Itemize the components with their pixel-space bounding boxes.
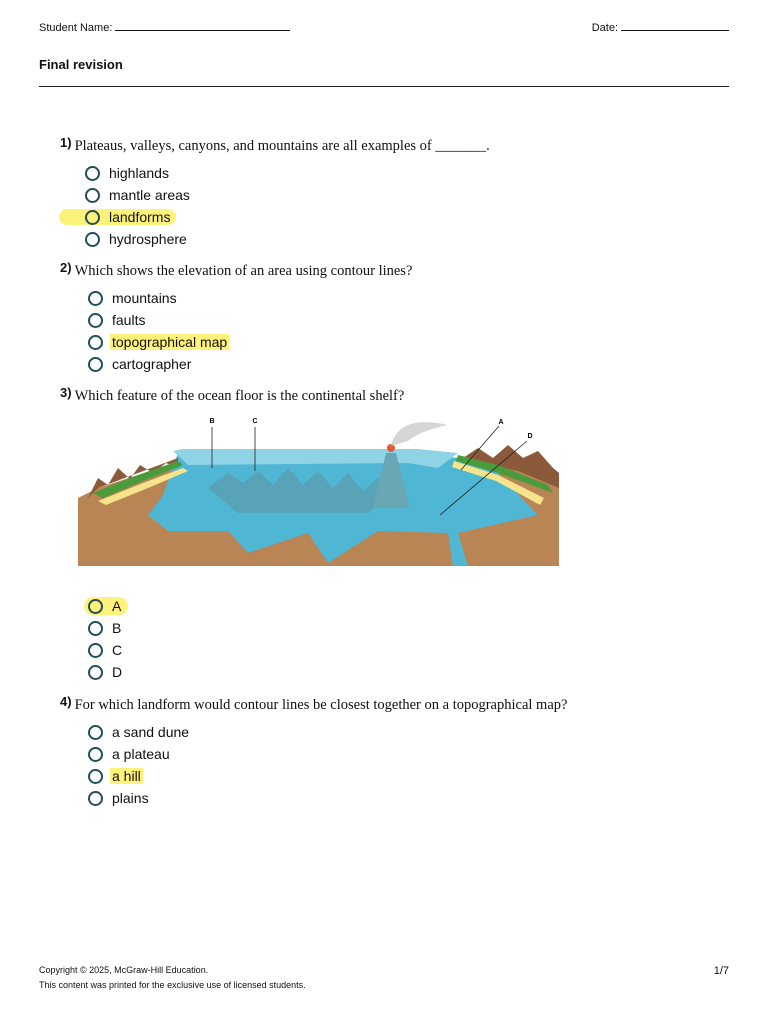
option-a-hill[interactable] xyxy=(88,766,567,788)
radio-button[interactable] xyxy=(85,188,100,203)
radio-button[interactable] xyxy=(85,210,100,225)
question-prompt: Which shows the elevation of an area using contour lines? xyxy=(74,263,413,279)
option-faults[interactable] xyxy=(88,310,412,332)
question-prompt: For which landform would contour lines be closest together on a topographical map? xyxy=(74,697,568,713)
radio-button[interactable] xyxy=(88,313,103,328)
option-topographical-map[interactable] xyxy=(88,332,412,354)
option-label xyxy=(112,332,229,352)
radio-button[interactable] xyxy=(88,357,103,372)
question-2 xyxy=(60,260,413,376)
diagram-label-c: C xyxy=(252,418,258,425)
question-prompt: Which feature of the ocean floor is the continental shelf? xyxy=(74,388,405,404)
option-hydrosphere[interactable] xyxy=(85,229,490,251)
options-list xyxy=(88,722,567,810)
date-blank[interactable] xyxy=(621,30,729,31)
question-text xyxy=(60,694,568,714)
question-text xyxy=(60,385,405,405)
radio-button[interactable] xyxy=(88,643,103,658)
date-field[interactable] xyxy=(592,22,729,34)
options-list xyxy=(88,288,412,376)
date-label: Date: xyxy=(591,22,618,34)
volcano-vent xyxy=(387,444,395,452)
options-list xyxy=(85,163,490,251)
question-number: 4) xyxy=(60,694,72,709)
option-plains[interactable] xyxy=(88,788,567,810)
option-a-sand-dune[interactable] xyxy=(88,722,567,744)
radio-button[interactable] xyxy=(88,725,103,740)
student-name-blank[interactable] xyxy=(115,30,290,31)
license-notice: This content was printed for the exclusive use of licensed students. xyxy=(39,980,306,990)
radio-button[interactable] xyxy=(88,791,103,806)
ocean-floor-diagram xyxy=(78,413,559,566)
option-label: A xyxy=(112,598,122,614)
radio-button[interactable] xyxy=(88,665,103,680)
question-3 xyxy=(60,385,405,405)
page-number: 1/7 xyxy=(713,965,729,977)
option-label: cartographer xyxy=(112,356,192,372)
option-label xyxy=(112,766,143,786)
radio-button[interactable] xyxy=(88,621,103,636)
diagram-label-d: D xyxy=(527,433,533,440)
diagram-label-b: B xyxy=(209,418,215,425)
page-title: Final revision xyxy=(39,57,123,72)
highlight-a-hill: a hill xyxy=(112,768,141,784)
radio-button[interactable] xyxy=(88,335,103,350)
radio-button[interactable] xyxy=(88,291,103,306)
diagram-label-a: A xyxy=(498,419,504,426)
option-label: D xyxy=(112,664,123,680)
question-text xyxy=(60,260,413,280)
option-label: mantle areas xyxy=(109,187,190,203)
option-label: a plateau xyxy=(112,746,170,762)
student-name-field[interactable] xyxy=(39,22,290,34)
question-number: 2) xyxy=(60,260,72,275)
option-a-plateau[interactable] xyxy=(88,744,567,766)
header-row xyxy=(39,22,729,40)
question-4 xyxy=(60,694,568,810)
option-mantle-areas[interactable] xyxy=(85,185,490,207)
option-label: plains xyxy=(112,790,149,806)
radio-button[interactable] xyxy=(88,769,103,784)
volcano-smoke xyxy=(391,422,448,446)
option-label: faults xyxy=(112,312,146,328)
radio-button[interactable] xyxy=(85,166,100,181)
radio-button[interactable] xyxy=(88,599,103,614)
option-mountains[interactable] xyxy=(88,288,412,310)
question-prompt: Plateaus, valleys, canyons, and mountains are all examples of _______. xyxy=(74,138,490,154)
question-1 xyxy=(60,135,490,251)
question-number: 1) xyxy=(60,135,72,150)
copyright-text: Copyright © 2025, McGraw-Hill Education. xyxy=(39,965,209,975)
radio-button[interactable] xyxy=(88,747,103,762)
option-label: landforms xyxy=(109,209,171,225)
option-landforms[interactable] xyxy=(85,207,490,229)
option-label: a sand dune xyxy=(112,724,190,740)
radio-button[interactable] xyxy=(85,232,100,247)
highlight-topographical-map: topographical map xyxy=(112,334,228,350)
option-label: mountains xyxy=(112,290,177,306)
option-label: B xyxy=(112,620,122,636)
header-divider xyxy=(39,86,729,87)
question-number: 3) xyxy=(60,385,72,400)
option-cartographer[interactable] xyxy=(88,354,412,376)
student-name-label: Student Name: xyxy=(39,22,113,34)
option-label: highlands xyxy=(109,165,169,181)
question-text xyxy=(60,135,490,155)
option-label: hydrosphere xyxy=(109,231,187,247)
option-highlands[interactable] xyxy=(85,163,490,185)
option-label: C xyxy=(112,642,123,658)
